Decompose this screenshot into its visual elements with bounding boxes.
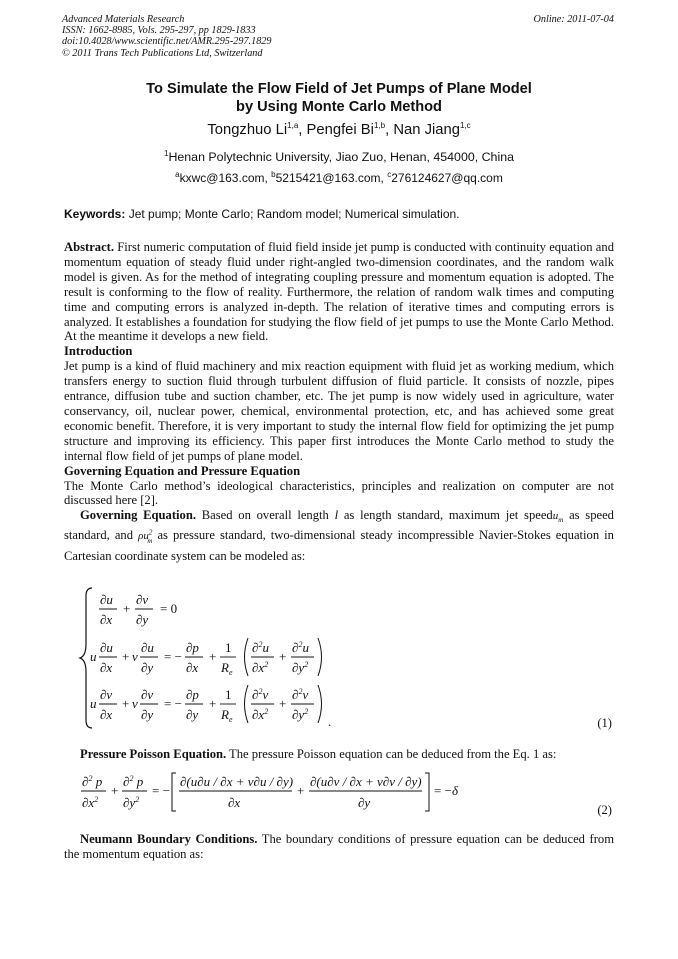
svg-text:∂y2: $\partial y^2$ (292, 707, 309, 722)
svg-text:= −: = − (164, 696, 182, 711)
author-list (0, 122, 678, 138)
svg-text:∂u: ∂u (141, 640, 154, 655)
svg-text:= −: = − (434, 783, 452, 798)
affiliation: $^1$Henan Polytechnic University, Jiao Zuo, Henan, 454000, China (164, 148, 514, 164)
email-2[interactable]: $^b$5215421@163.com (271, 170, 381, 185)
title-line-1: To Simulate the Flow Field of Jet Pumps of Plane Model (146, 81, 532, 97)
svg-text:v: v (132, 649, 138, 664)
ppe-label: Pressure Poisson Equation. (80, 747, 227, 761)
svg-text:∂y: ∂y (141, 707, 154, 722)
svg-text:∂v: ∂v (100, 687, 113, 702)
keywords-text: Jet pump; Monte Carlo; Random model; Numerical simulation. (125, 207, 460, 221)
svg-text:∂2v: ∂$^2$v (292, 687, 309, 702)
svg-text:∂y: ∂y (136, 612, 149, 627)
rho-um2-symbol: $\rho u^2_m$ (138, 528, 153, 545)
svg-text:∂2u: ∂$^2$u (292, 640, 309, 655)
svg-text:∂u: ∂u (100, 592, 113, 607)
svg-text:+: + (209, 649, 217, 664)
svg-text:δ: δ (452, 783, 459, 798)
svg-text:∂p: ∂p (186, 640, 199, 655)
svg-text:= −: = − (164, 649, 182, 664)
issn-line: ISSN: 1662-8985, Vols. 295-297, pp 1829-1833 (62, 25, 256, 37)
online-date: Online: 2011-07-04 (533, 14, 614, 25)
neumann-label: Neumann Boundary Conditions. (80, 832, 258, 846)
doi-line: doi:10.4028/www.scientific.net/AMR.295-297.1829 (62, 36, 272, 48)
svg-text:+: + (123, 601, 131, 616)
intro-text: Jet pump is a kind of fluid machinery and mix reaction equipment with fluid jet as working medium, which transfers energy to suction fluid through turbulent diffusion of fluid particle. It consists of nozzle, pipes entrance, diffusion tube and suction chamber, etc. The jet pump is now widely used in agriculture, water conservancy, oil, nuclear power, chemical, environmental protection, etc, and has achieved some great economic benefit. Therefore, it is very important to study the internal flow field for optimizing the jet pump structure and improving its efficiency. This paper first introduces the Monte Carlo method to study the internal flow field of jet pumps of plane model. (64, 359, 614, 463)
um-symbol: $u_m$ (552, 510, 564, 525)
svg-text:Re: $R_e$ (221, 707, 233, 724)
svg-text:∂v: ∂v (141, 687, 154, 702)
ppe-paragraph (64, 747, 614, 762)
keywords-label: Keywords: (64, 207, 126, 221)
svg-text:∂x: ∂x (228, 795, 241, 810)
svg-text:+: + (122, 696, 130, 711)
gov-heading: Governing Equation and Pressure Equation (64, 463, 301, 478)
svg-text:∂v: ∂v (136, 592, 149, 607)
svg-text:∂x2: $\partial x^2$ (82, 795, 99, 810)
gov-intro: The Monte Carlo method’s ideological characteristics, principles and realization on computer are not discussed here [2]. (64, 478, 614, 508)
svg-text:∂2 p: ∂$^2$ p (82, 774, 103, 789)
svg-text:∂u: ∂u (100, 640, 113, 655)
svg-text:∂2 p: ∂$^2$ p (123, 774, 144, 789)
svg-text:∂y: ∂y (141, 660, 154, 675)
abstract (64, 240, 614, 344)
keywords (64, 207, 620, 221)
svg-text:+: + (111, 783, 119, 798)
svg-text:v: v (132, 696, 138, 711)
svg-text:∂p: ∂p (186, 687, 199, 702)
author-1: Tongzhuo Li$^{1,a}$, (207, 121, 307, 138)
email-3[interactable]: $^c$276124627@qq.com (387, 170, 503, 185)
svg-text:∂y: ∂y (358, 795, 371, 810)
svg-text:∂x2: $\partial x^2$ (252, 660, 269, 675)
equation-1-number: (1) (597, 716, 612, 730)
journal-header (62, 14, 271, 59)
svg-text:1: 1 (225, 640, 232, 655)
email-list: $^a$kxwc@163.com, $^b$5215421@163.com, $^c$276124627@qq.com (175, 170, 503, 185)
svg-text:∂x: ∂x (100, 660, 113, 675)
svg-text:∂x: ∂x (100, 707, 113, 722)
svg-text:∂(u∂v / ∂x + v∂v / ∂y): ∂(u∂v / ∂x + v∂v / ∂y) (310, 774, 422, 789)
svg-text:∂x: ∂x (100, 612, 113, 627)
svg-text:+: + (209, 696, 217, 711)
gov-eq-label: Governing Equation. (80, 508, 196, 523)
svg-text:+: + (279, 696, 287, 711)
svg-text:u: u (90, 696, 97, 711)
svg-text:∂(u∂u / ∂x + v∂u / ∂y): ∂(u∂u / ∂x + v∂u / ∂y) (180, 774, 294, 789)
gov-eq-paragraph: Governing Equation. Based on overall length l as length standard, maximum jet speedu$_m$ as speed standard, and $\rho u^2_m$ as pressure standard, two-dimensional steady incompressible Navier-Stokes equation in Cartesian coordinate system can be modeled as: (64, 508, 614, 563)
svg-text:u: u (90, 649, 97, 664)
svg-text:∂y2: $\partial y^2$ (292, 660, 309, 675)
title-line-2: by Using Monte Carlo Method (236, 99, 442, 115)
svg-text:∂x2: $\partial x^2$ (252, 707, 269, 722)
equation-1 (78, 584, 338, 732)
svg-text:1: 1 (225, 687, 232, 702)
svg-text:∂y2: $\partial y^2$ (123, 795, 140, 810)
svg-text:∂2u: ∂$^2$u (252, 640, 269, 655)
ppe-text: The pressure Poisson equation can be deduced from the Eq. 1 as: (226, 747, 557, 761)
paper-title (0, 80, 678, 116)
svg-text:= −: = − (152, 783, 170, 798)
main-text (64, 240, 614, 563)
abstract-label: Abstract. (64, 240, 115, 254)
equation-2 (80, 770, 460, 816)
svg-text:.: . (328, 714, 332, 729)
svg-text:∂x: ∂x (186, 660, 199, 675)
author-2: Pengfei Bi$^{1,b}$, (306, 121, 394, 138)
equation-2-number: (2) (597, 803, 612, 817)
abstract-text: First numeric computation of fluid field inside jet pump is conducted with continuity equation and momentum equation of steady fluid under right-angled two-dimension coordinates, and the random walk model is given. As for the method of integrating coupling pressure and momentum equation is adopted. The result is conforming to the flow of reality. Furthermore, the relation of random walk times and computing time and computing errors is analyzed in-depth. The relation of iterative times and computing errors is analyzed. It establishes a foundation for studying the flow field of jet pumps to use the Monte Carlo Method. At the meantime it develops a new field. (64, 240, 614, 344)
intro-heading: Introduction (64, 344, 133, 359)
neumann-paragraph (64, 832, 614, 862)
email-1[interactable]: $^a$kxwc@163.com (175, 170, 265, 185)
journal-name: Advanced Materials Research (62, 14, 185, 25)
svg-text:∂y: ∂y (186, 707, 199, 722)
svg-text:+: + (279, 649, 287, 664)
svg-text:∂2v: ∂$^2$v (252, 687, 269, 702)
svg-text:+: + (297, 783, 305, 798)
svg-text:+: + (122, 649, 130, 664)
copyright-line: © 2011 Trans Tech Publications Ltd, Switzerland (62, 47, 263, 59)
svg-text:= 0: = 0 (160, 601, 178, 616)
neumann-text: The boundary conditions of pressure equation can be deduced from the momentum equation as: (64, 832, 614, 861)
author-3: Nan Jiang$^{1,c}$ (393, 121, 471, 138)
svg-text:Re: $R_e$ (221, 660, 233, 677)
